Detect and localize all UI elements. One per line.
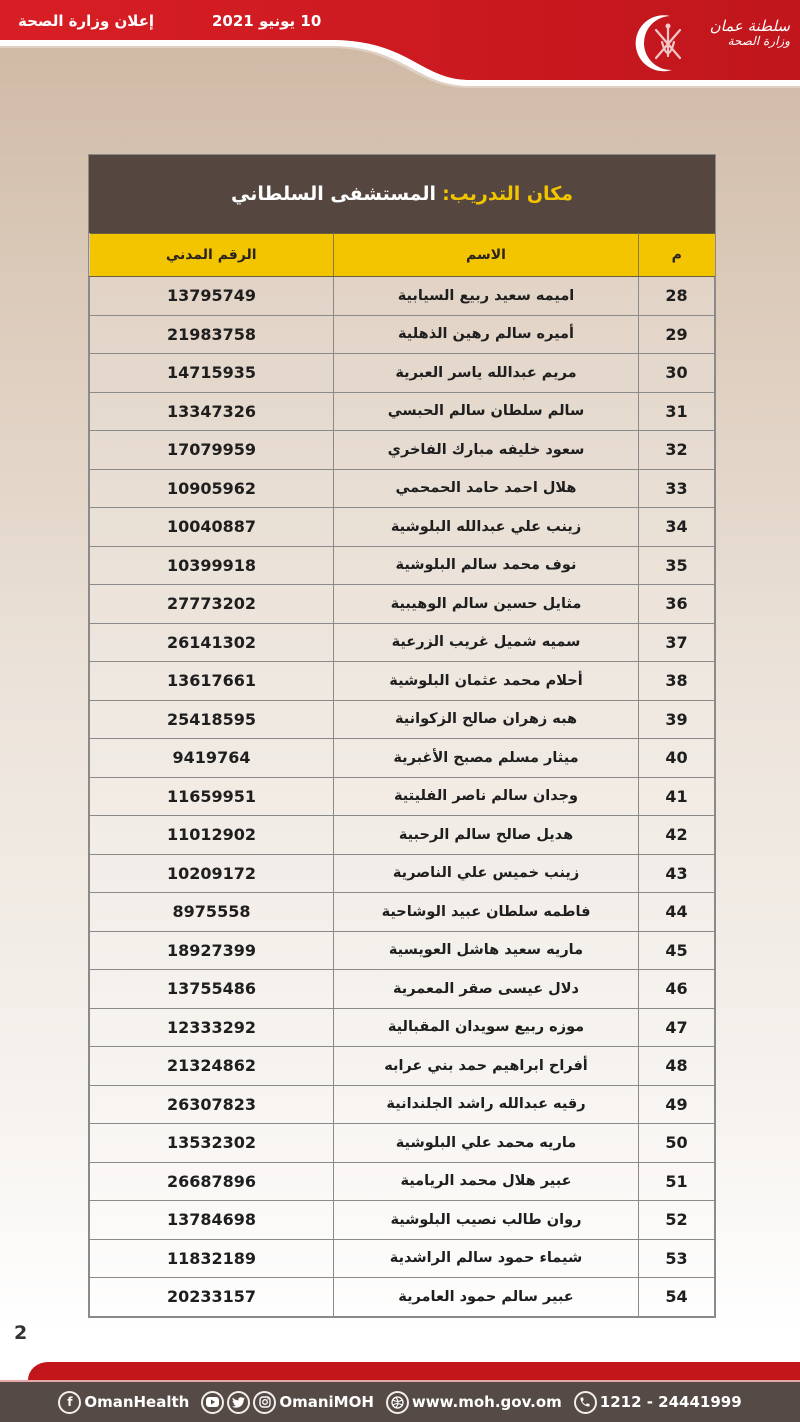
row-name: روان طالب نصيب البلوشية (334, 1201, 639, 1240)
table-row (90, 893, 715, 932)
row-civil-id: 10399918 (90, 546, 334, 585)
row-name: هلال احمد حامد الحمحمي (334, 469, 639, 508)
table-row (90, 1047, 715, 1086)
logo-text (694, 18, 790, 49)
table-row (90, 585, 715, 624)
row-index: 44 (639, 893, 715, 932)
row-civil-id: 11012902 (90, 816, 334, 855)
table-row (90, 1085, 715, 1124)
row-index: 41 (639, 777, 715, 816)
oman-khanjar-emblem-icon (632, 12, 694, 74)
row-index: 43 (639, 854, 715, 893)
row-civil-id: 9419764 (90, 739, 334, 778)
announcement-title: إعلان وزارة الصحة (18, 12, 155, 30)
row-name: زينب خميس علي الناصرية (334, 854, 639, 893)
trainees-table (88, 154, 716, 1318)
row-civil-id: 17079959 (90, 431, 334, 470)
table-row (90, 546, 715, 585)
row-name: سالم سلطان سالم الحبسي (334, 392, 639, 431)
row-name: سعود خليفه مبارك الفاخري (334, 431, 639, 470)
row-civil-id: 18927399 (90, 931, 334, 970)
row-civil-id: 10040887 (90, 508, 334, 547)
table-row (90, 623, 715, 662)
page-header (0, 0, 800, 95)
table-row (90, 315, 715, 354)
row-civil-id: 26687896 (90, 1162, 334, 1201)
row-index: 48 (639, 1047, 715, 1086)
row-civil-id: 25418595 (90, 700, 334, 739)
row-name: دلال عيسى صقر المعمرية (334, 970, 639, 1009)
table-row (90, 431, 715, 470)
table-row (90, 1124, 715, 1163)
row-civil-id: 13795749 (90, 277, 334, 316)
row-name: مثايل حسين سالم الوهيبية (334, 585, 639, 624)
row-index: 28 (639, 277, 715, 316)
row-index: 38 (639, 662, 715, 701)
row-name: هديل صالح سالم الرحبية (334, 816, 639, 855)
row-name: ماريه سعيد هاشل العويسية (334, 931, 639, 970)
phone-icon (574, 1391, 597, 1414)
logo-country: سلطنة عمان (709, 17, 790, 35)
row-civil-id: 21324862 (90, 1047, 334, 1086)
row-name: نوف محمد سالم البلوشية (334, 546, 639, 585)
website-url: www.moh.gov.om (411, 1393, 562, 1411)
row-civil-id: 13347326 (90, 392, 334, 431)
table-row (90, 1201, 715, 1240)
facebook-icon: f (58, 1391, 81, 1414)
row-name: أفراح ابراهيم حمد بني عرابه (334, 1047, 639, 1086)
row-index: 37 (639, 623, 715, 662)
row-name: فاطمه سلطان عبيد الوشاحية (334, 893, 639, 932)
row-civil-id: 11832189 (90, 1239, 334, 1278)
table-row (90, 1008, 715, 1047)
row-index: 30 (639, 354, 715, 393)
row-name: مريم عبدالله ياسر العبرية (334, 354, 639, 393)
row-index: 42 (639, 816, 715, 855)
row-civil-id: 8975558 (90, 893, 334, 932)
page-footer (0, 1382, 800, 1422)
ministry-logo (632, 12, 792, 74)
table-row (90, 854, 715, 893)
row-index: 46 (639, 970, 715, 1009)
row-name: عبير هلال محمد الريامية (334, 1162, 639, 1201)
row-civil-id: 21983758 (90, 315, 334, 354)
phone-number: 1212 - 24441999 (599, 1393, 742, 1411)
row-index: 32 (639, 431, 715, 470)
announcement-date: 10 يونيو 2021 (212, 12, 322, 30)
instagram-icon (253, 1391, 276, 1414)
table-row (90, 739, 715, 778)
table-row (90, 392, 715, 431)
row-index: 50 (639, 1124, 715, 1163)
row-index: 36 (639, 585, 715, 624)
row-index: 39 (639, 700, 715, 739)
row-name: ميثار مسلم مصبح الأغبرية (334, 739, 639, 778)
row-civil-id: 10905962 (90, 469, 334, 508)
table-row (90, 931, 715, 970)
row-civil-id: 11659951 (90, 777, 334, 816)
row-civil-id: 26307823 (90, 1085, 334, 1124)
table-row (90, 508, 715, 547)
row-civil-id: 13617661 (90, 662, 334, 701)
column-header-name: الاسم (334, 234, 639, 277)
row-civil-id: 14715935 (90, 354, 334, 393)
table-row (90, 970, 715, 1009)
youtube-icon (201, 1391, 224, 1414)
row-index: 54 (639, 1278, 715, 1317)
row-civil-id: 13755486 (90, 970, 334, 1009)
row-index: 33 (639, 469, 715, 508)
row-civil-id: 10209172 (90, 854, 334, 893)
column-header-index: م (639, 234, 715, 277)
table-header-row (90, 234, 715, 277)
table-row (90, 1278, 715, 1317)
row-name: رقيه عبدالله راشد الجلندانية (334, 1085, 639, 1124)
row-civil-id: 13532302 (90, 1124, 334, 1163)
globe-icon (386, 1391, 409, 1414)
table-row (90, 662, 715, 701)
row-name: هبه زهران صالح الزكوانية (334, 700, 639, 739)
facebook-link[interactable] (58, 1391, 189, 1414)
row-index: 52 (639, 1201, 715, 1240)
table-row (90, 354, 715, 393)
row-index: 35 (639, 546, 715, 585)
twitter-icon (227, 1391, 250, 1414)
row-index: 53 (639, 1239, 715, 1278)
row-index: 40 (639, 739, 715, 778)
row-name: سميه شميل غريب الزرعية (334, 623, 639, 662)
table-row (90, 777, 715, 816)
row-name: عبير سالم حمود العامرية (334, 1278, 639, 1317)
row-civil-id: 27773202 (90, 585, 334, 624)
logo-ministry: وزارة الصحة (727, 34, 790, 49)
row-name: وجدان سالم ناصر الفليتية (334, 777, 639, 816)
training-place-value: المستشفى السلطاني (231, 183, 437, 205)
facebook-handle: OmanHealth (84, 1393, 190, 1411)
row-civil-id: 26141302 (90, 623, 334, 662)
row-name: موزه ربيع سويدان المقبالية (334, 1008, 639, 1047)
row-name: شيماء حمود سالم الراشدية (334, 1239, 639, 1278)
row-index: 34 (639, 508, 715, 547)
footer-accent-bar (28, 1362, 800, 1380)
training-place-label: مكان التدريب: (442, 183, 574, 205)
social-links[interactable] (201, 1391, 374, 1414)
row-name: أحلام محمد عثمان البلوشية (334, 662, 639, 701)
table-caption (89, 155, 715, 233)
row-index: 31 (639, 392, 715, 431)
row-civil-id: 13784698 (90, 1201, 334, 1240)
table-row (90, 1162, 715, 1201)
trainees-list (89, 233, 715, 1317)
column-header-civil-id: الرقم المدني (90, 234, 334, 277)
table-row (90, 700, 715, 739)
row-index: 49 (639, 1085, 715, 1124)
phone-link[interactable] (574, 1391, 742, 1414)
row-index: 29 (639, 315, 715, 354)
table-row (90, 1239, 715, 1278)
row-civil-id: 20233157 (90, 1278, 334, 1317)
social-handle: OmaniMOH (279, 1393, 374, 1411)
table-row (90, 816, 715, 855)
table-row (90, 469, 715, 508)
row-name: زينب علي عبدالله البلوشية (334, 508, 639, 547)
row-civil-id: 12333292 (90, 1008, 334, 1047)
row-index: 51 (639, 1162, 715, 1201)
page-number: 2 (14, 1322, 28, 1344)
row-name: ماريه محمد علي البلوشية (334, 1124, 639, 1163)
website-link[interactable] (386, 1391, 562, 1414)
row-name: اميمه سعيد ربيع السيابية (334, 277, 639, 316)
row-index: 47 (639, 1008, 715, 1047)
table-row (90, 277, 715, 316)
row-index: 45 (639, 931, 715, 970)
row-name: أميره سالم رهين الذهلية (334, 315, 639, 354)
